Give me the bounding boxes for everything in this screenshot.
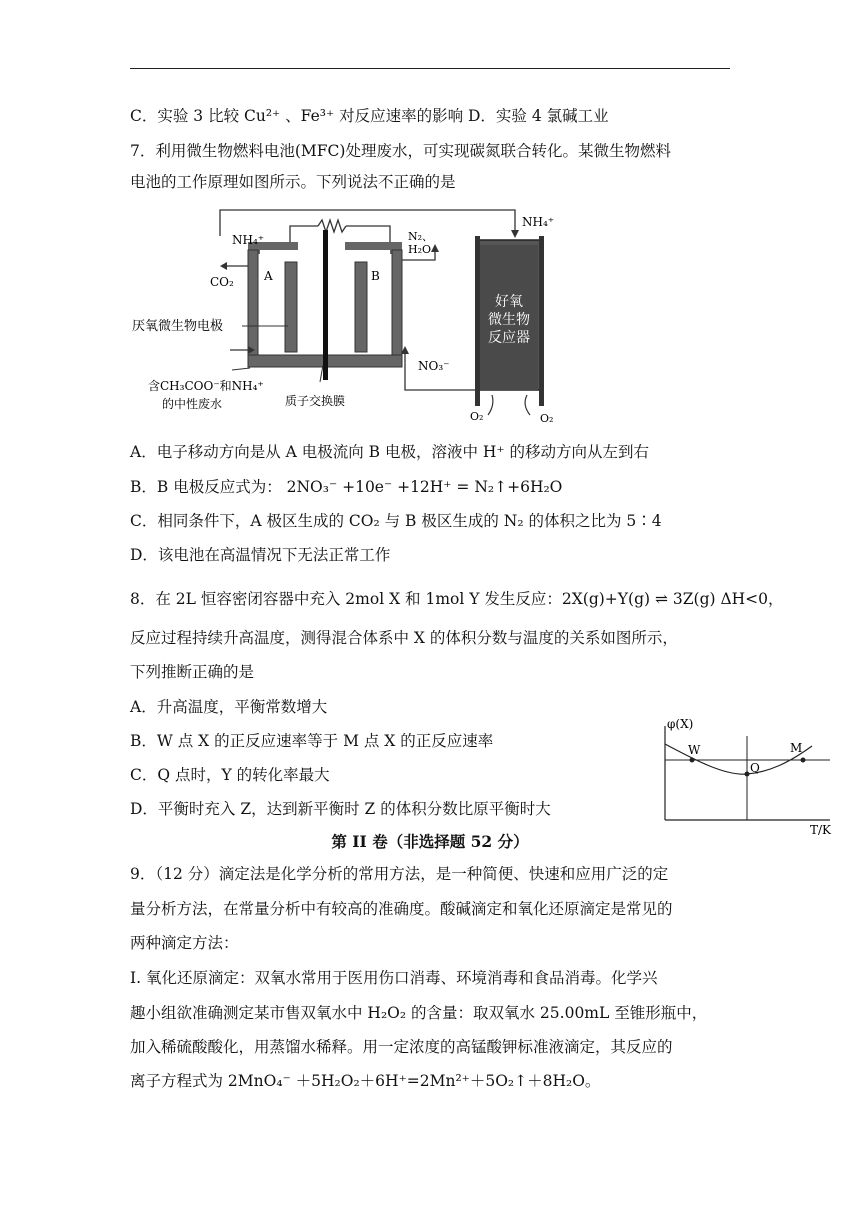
question-7-stem-2: 电池的工作原理如图所示。下列说法不正确的是 xyxy=(130,173,456,191)
co2-label: CO₂ xyxy=(210,275,234,289)
section-heading: 第 II 卷（非选择题 52 分） xyxy=(331,832,529,851)
q8-option-d: D．平衡时充入 Z，达到新平衡时 Z 的体积分数比原平衡时大 xyxy=(130,800,551,818)
question-9-stem-3: 两种滴定方法： xyxy=(130,934,239,952)
reactor-label-2: 微生物 xyxy=(488,312,530,328)
q7-option-b: B．B 电极反应式为： 2NO₃⁻ +10e⁻ +12H⁺ = N₂↑+6H₂O xyxy=(130,478,563,496)
inlet-label-1: 含CH₃COO⁻和NH₄⁺ xyxy=(148,379,264,393)
h2o-label: H₂O xyxy=(408,243,432,256)
q7-option-d: D．该电池在高温情况下无法正常工作 xyxy=(130,546,391,564)
anaerobic-electrode-label: 厌氧微生物电极 xyxy=(132,319,224,334)
question-9-stem: 9．（12 分）滴定法是化学分析的常用方法，是一种简便、快速和应用广泛的定 xyxy=(130,865,669,883)
volume-fraction-graph xyxy=(650,712,840,837)
q8-option-b: B．W 点 X 的正反应速率等于 M 点 X 的正反应速率 xyxy=(130,732,494,750)
reactor-label-3: 反应器 xyxy=(488,330,530,346)
n2-label: N₂、 xyxy=(408,230,434,243)
graph-ylabel: φ(X) xyxy=(667,717,694,731)
electrode-a-label: A xyxy=(264,269,273,283)
point-w-label: W xyxy=(688,743,701,757)
option-line: C．实验 3 比较 Cu²⁺ 、Fe³⁺ 对反应速率的影响 D．实验 4 氯碱工业 xyxy=(130,107,609,125)
question-9-stem-2: 量分析方法，在常量分析中有较高的准确度。酸碱滴定和氧化还原滴定是常见的 xyxy=(130,900,673,918)
reactor-label-1: 好氧 xyxy=(495,294,523,310)
point-q-label: Q xyxy=(750,761,760,775)
question-9-part-i-4: 离子方程式为 2MnO₄⁻ ＋5H₂O₂＋6H⁺=2Mn²⁺＋5O₂↑＋8H₂O。 xyxy=(130,1072,601,1090)
o2-left-label: O₂ xyxy=(470,410,484,423)
question-9-part-i-2: 趣小组欲准确测定某市售双氧水中 H₂O₂ 的含量：取双氧水 25.00mL 至锥形瓶中， xyxy=(130,1004,708,1022)
q8-option-a: A．升高温度，平衡常数增大 xyxy=(130,698,328,716)
question-9-part-i: I. 氧化还原滴定：双氧水常用于医用伤口消毒、环境消毒和食品消毒。化学兴 xyxy=(130,969,658,987)
question-8-stem-3: 下列推断正确的是 xyxy=(130,663,255,681)
electrode-b-label: B xyxy=(371,269,380,283)
no3-label: NO₃⁻ xyxy=(418,359,450,373)
nh4-left-label: NH₄⁺ xyxy=(232,233,265,247)
graph-xlabel: T/K xyxy=(810,823,832,837)
fuel-cell-diagram xyxy=(130,200,570,430)
header-rule xyxy=(130,68,730,69)
q7-option-c: C．相同条件下，A 极区生成的 CO₂ 与 B 极区生成的 N₂ 的体积之比为 5∶4 xyxy=(130,512,662,530)
point-m-label: M xyxy=(790,741,803,755)
q7-option-a: A．电子移动方向是从 A 电极流向 B 电极，溶液中 H⁺ 的移动方向从左到右 xyxy=(130,443,650,461)
question-7-stem: 7．利用微生物燃料电池(MFC)处理废水，可实现碳氮联合转化。某微生物燃料 xyxy=(130,142,671,160)
q8-option-c: C．Q 点时，Y 的转化率最大 xyxy=(130,766,330,784)
nh4-right-label: NH₄⁺ xyxy=(522,215,555,229)
question-8-stem: 8．在 2L 恒容密闭容器中充入 2mol X 和 1mol Y 发生反应：2X(g)+Y(g) ⇌ 3Z(g) ΔH<0， xyxy=(130,590,784,608)
inlet-label-2: 的中性废水 xyxy=(162,397,223,411)
membrane-label: 质子交换膜 xyxy=(285,394,346,408)
question-8-stem-2: 反应过程持续升高温度，测得混合体系中 X 的体积分数与温度的关系如图所示， xyxy=(130,629,678,647)
question-9-part-i-3: 加入稀硫酸酸化，用蒸馏水稀释。用一定浓度的高锰酸钾标准液滴定，其反应的 xyxy=(130,1038,673,1056)
o2-right-label: O₂ xyxy=(540,412,554,425)
